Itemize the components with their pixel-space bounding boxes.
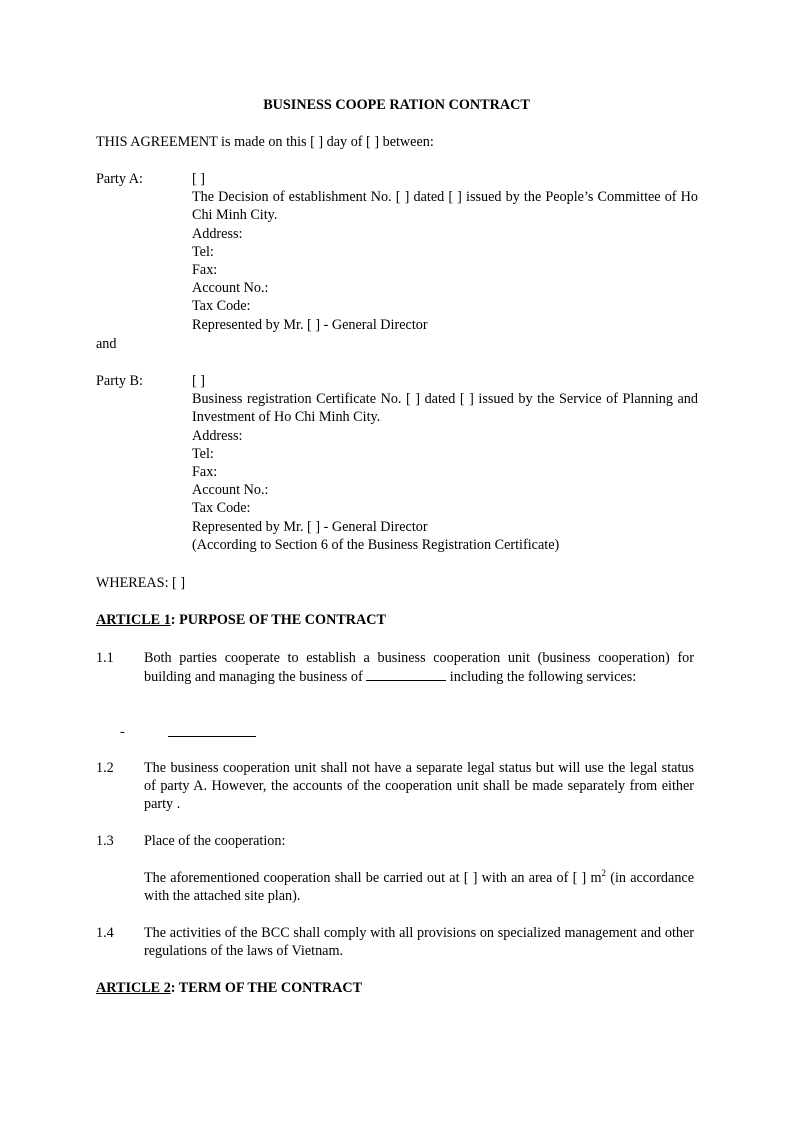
party-a-address: Address: <box>192 225 243 242</box>
party-a-name: [ ] <box>192 171 205 187</box>
article-1-title: : PURPOSE OF THE CONTRACT <box>170 612 386 628</box>
service-blank-line <box>168 736 256 737</box>
item-1-3-sup: 2 <box>601 868 606 878</box>
document-title: BUSINESS COOPE RATION CONTRACT <box>263 97 530 113</box>
item-1-1-blank <box>366 667 446 681</box>
item-1-1-number: 1.1 <box>96 650 114 666</box>
party-b-details <box>192 372 698 554</box>
item-1-3-number: 1.3 <box>96 833 114 849</box>
service-list-dash: - <box>120 724 125 740</box>
party-b-account: Account No.: <box>192 482 269 499</box>
party-a-decision: The Decision of establishment No. [ ] dated [ ] issued by the People’s Committee of Ho Chi Minh City. <box>192 189 698 224</box>
item-1-4-number: 1.4 <box>96 925 114 941</box>
party-b-fax: Fax: <box>192 463 218 480</box>
party-b-registration: Business registration Certificate No. [ ] dated [ ] issued by the Service of Planning and Investment of Ho Chi Minh City. <box>192 391 698 426</box>
whereas-clause: WHEREAS: [ ] <box>96 575 186 591</box>
party-a-fax: Fax: <box>192 261 218 278</box>
party-b-name: [ ] <box>192 373 205 389</box>
party-b-represented: Represented by Mr. [ ] - General Director <box>192 518 428 535</box>
item-1-3-text: Place of the cooperation: <box>144 833 286 849</box>
article-2-title: : TERM OF THE CONTRACT <box>170 980 363 996</box>
item-1-4-text: The activities of the BCC shall comply with all provisions on specialized management and other regulations of the laws of Vietnam. <box>144 925 694 960</box>
item-1-3-subtext <box>144 869 694 905</box>
and-text: and <box>96 336 117 352</box>
party-b-tax: Tax Code: <box>192 500 251 517</box>
item-1-1-text-before: Both parties cooperate to establish a business cooperation unit (business cooperation) for building and managing the business of <box>144 650 694 686</box>
party-a-represented: Represented by Mr. [ ] - General Director <box>192 316 428 333</box>
item-1-3-sub-before: The aforementioned cooperation shall be carried out at [ ] with an area of [ ] m <box>144 870 602 886</box>
party-b-according: (According to Section 6 of the Business Registration Certificate) <box>192 536 560 553</box>
item-1-2-text: The business cooperation unit shall not have a separate legal status but will use the legal status of party A. However, the accounts of the cooperation unit shall be made separately from either party . <box>144 760 694 813</box>
article-2-heading <box>96 979 362 997</box>
item-1-1-text-after: including the following services: <box>449 669 637 686</box>
party-a-tax: Tax Code: <box>192 298 251 315</box>
item-1-2-number: 1.2 <box>96 760 114 776</box>
party-a-account: Account No.: <box>192 280 269 297</box>
party-b-label: Party B: <box>96 373 143 389</box>
article-1-label: ARTICLE 1 <box>96 612 171 628</box>
party-a-tel: Tel: <box>192 243 214 260</box>
article-1-heading <box>96 611 386 629</box>
party-b-address: Address: <box>192 427 243 444</box>
item-1-1-text <box>144 649 694 686</box>
article-2-label: ARTICLE 2 <box>96 980 171 996</box>
item-1-3-sub-after: (in accordance with the attached site plan). <box>144 870 695 905</box>
party-b-tel: Tel: <box>192 445 214 462</box>
party-a-details <box>192 170 698 334</box>
party-a-label: Party A: <box>96 171 143 187</box>
agreement-intro: THIS AGREEMENT is made on this [ ] day of [ ] between: <box>96 134 434 150</box>
